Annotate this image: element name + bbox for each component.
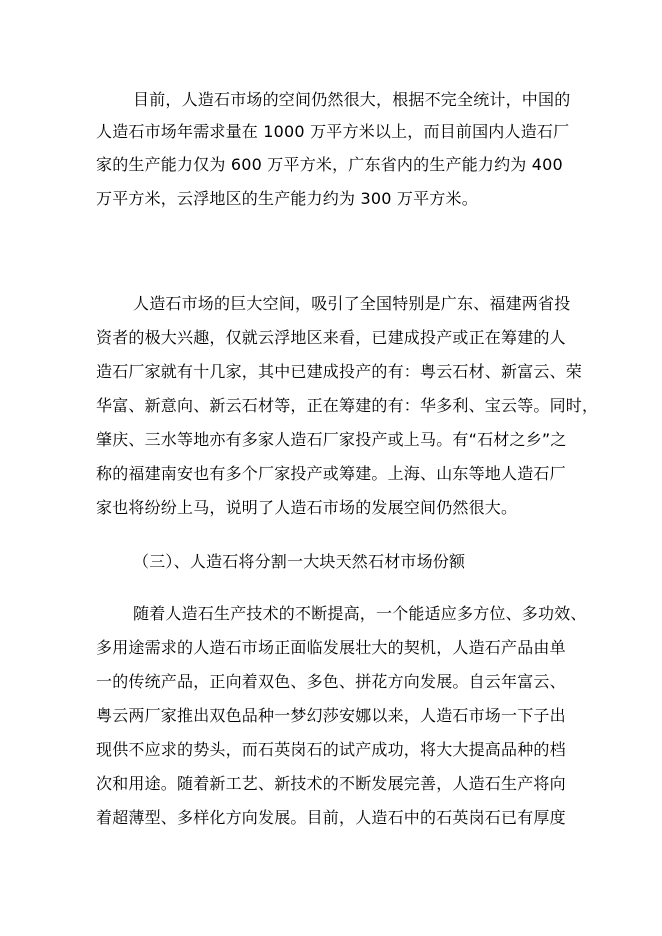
paragraph-3-line-6: 次和用途。随着新工艺、新技术的不断发展完善，人造石生产将向 <box>96 774 566 793</box>
paragraph-2-line-3: 造石厂家就有十几家，其中已建成投产的有：粤云石材、新富云、荣 <box>96 362 583 381</box>
paragraph-3-line-2: 多用途需求的人造石市场正面临发展壮大的契机，人造石产品由单 <box>96 638 566 657</box>
paragraph-3-line-1: 随着人造石生产技术的不断提高，一个能适应多方位、多功效、 <box>133 604 587 623</box>
paragraph-3-line-4: 粤云两厂家推出双色品种一梦幻莎安娜以来，人造石市场一下子出 <box>96 706 566 725</box>
section-heading: （三）、人造石将分割一大块天然石材市场份额 <box>133 552 466 571</box>
paragraph-2-line-6: 称的福建南安也有多个厂家投产或筹建。上海、山东等地人造石厂 <box>96 464 566 483</box>
paragraph-3-line-3: 一的传统产品，正向着双色、多色、拼花方向发展。自云年富云、 <box>96 672 566 691</box>
paragraph-1-line-3: 家的生产能力仅为 600 万平方米，广东省内的生产能力约为 400 <box>96 155 563 174</box>
paragraph-2-line-1: 人造石市场的巨大空间，吸引了全国特别是广东、福建两省投 <box>133 294 571 313</box>
paragraph-1-line-2: 人造石市场年需求量在 1000 万平方米以上，而目前国内人造石厂 <box>96 122 570 141</box>
paragraph-3-line-5: 现供不应求的势头，而石英岗石的试产成功，将大大提高品种的档 <box>96 740 566 759</box>
paragraph-2-line-5: 肇庆、三水等地亦有多家人造石厂家投产或上马。有“石材之乡”之 <box>96 430 567 449</box>
paragraph-1-line-4: 万平方米，云浮地区的生产能力约为 300 万平方米。 <box>96 189 478 208</box>
paragraph-1-line-1: 目前，人造石市场的空间仍然很大，根据不完全统计，中国的 <box>133 90 571 109</box>
paragraph-2-line-2: 资者的极大兴趣，仅就云浮地区来看，已建成投产或正在筹建的人 <box>96 328 566 347</box>
paragraph-2-line-7: 家也将纷纷上马，说明了人造石市场的发展空间仍然很大。 <box>96 498 518 517</box>
paragraph-3-line-7: 着超薄型、多样化方向发展。目前，人造石中的石英岗石已有厚度 <box>96 808 566 827</box>
paragraph-2-line-4: 华富、新意向、新云石材等，正在筹建的有：华多利、宝云等。同时， <box>96 396 599 415</box>
